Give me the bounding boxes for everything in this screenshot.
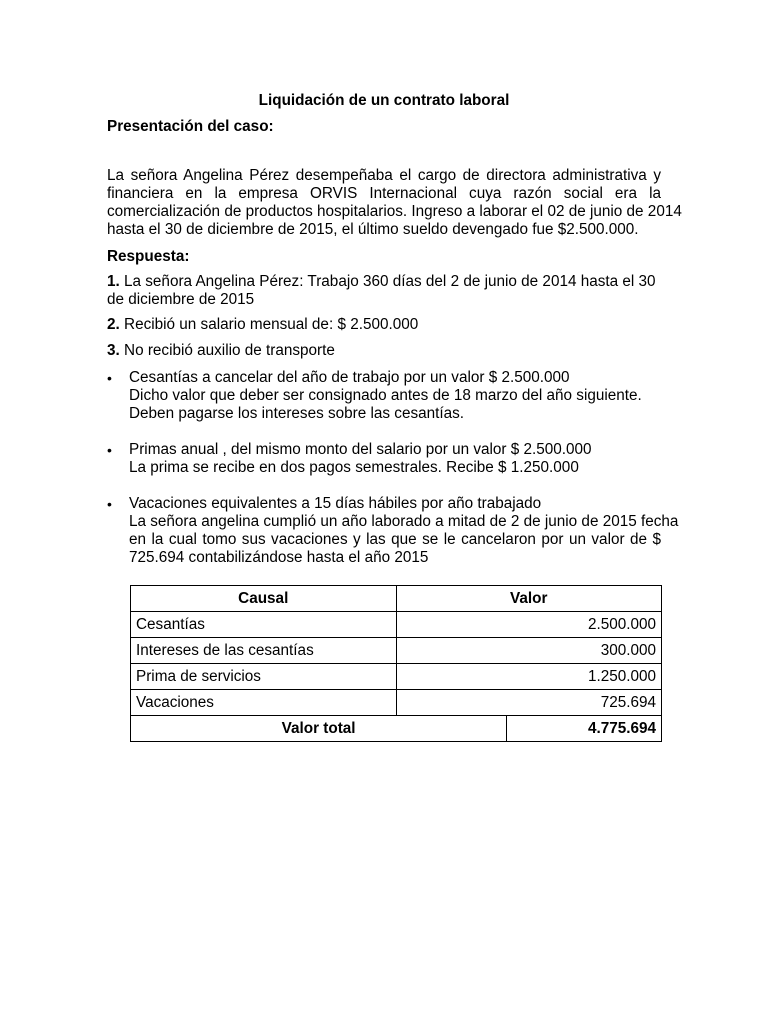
item-text: No recibió auxilio de transporte [124, 342, 335, 359]
table-cell-causal: Intereses de las cesantías [131, 638, 397, 664]
total-value: 4.775.694 [507, 716, 662, 742]
respuesta-heading: Respuesta: [107, 248, 190, 265]
table-cell-causal: Prima de servicios [131, 664, 397, 690]
table-cell-valor: 2.500.000 [396, 612, 662, 638]
numbered-item-2 [107, 316, 661, 334]
table-row [131, 664, 662, 690]
bullet-line: Primas anual , del mismo monto del salario por un valor $ 2.500.000 [129, 441, 592, 458]
table-total-row [131, 716, 662, 742]
item-text: de diciembre de 2015 [107, 291, 255, 308]
table-row [131, 638, 662, 664]
liquidation-table [130, 585, 662, 742]
table-header-valor: Valor [396, 586, 662, 612]
bullet-line: La prima se recibe en dos pagos semestrales. Recibe $ 1.250.000 [129, 459, 579, 476]
intro-line: financiera en la empresa ORVIS Internacional cuya razón social era la [107, 185, 661, 202]
table-row [131, 612, 662, 638]
bullet-line: en la cual tomo sus vacaciones y las que se le cancelaron por un valor de $ [129, 531, 661, 548]
bullet-body [129, 369, 661, 423]
bullet-line: Vacaciones equivalentes a 15 días hábiles por año trabajado [129, 495, 542, 512]
item-text: La señora Angelina Pérez: Trabajo 360 días del 2 de junio de 2014 hasta el 30 [124, 273, 656, 290]
bullet-icon: • [107, 370, 112, 386]
intro-line: La señora Angelina Pérez desempeñaba el cargo de directora administrativa y [107, 167, 661, 184]
table-cell-valor: 300.000 [396, 638, 662, 664]
bullet-line: Deben pagarse los intereses sobre las cesantías. [129, 405, 465, 422]
presentacion-heading: Presentación del caso: [107, 118, 274, 135]
bullet-icon: • [107, 496, 112, 512]
numbered-item-1 [107, 273, 661, 309]
item-number: 1. [107, 273, 120, 290]
table-cell-causal: Vacaciones [131, 690, 397, 716]
document-title: Liquidación de un contrato laboral [258, 92, 510, 109]
bullet-icon: • [107, 442, 112, 458]
numbered-item-3 [107, 342, 661, 360]
bullet-line: La señora angelina cumplió un año laborado a mitad de 2 de junio de 2015 fecha [129, 513, 679, 530]
bullet-line: 725.694 contabilizándose hasta el año 2015 [129, 549, 429, 566]
item-text: Recibió un salario mensual de: $ 2.500.000 [124, 316, 419, 333]
intro-paragraph [107, 167, 682, 239]
table-cell-valor: 725.694 [396, 690, 662, 716]
table-row [131, 690, 662, 716]
intro-line: comercialización de productos hospitalarios. Ingreso a laborar el 02 de junio de 2014 [107, 203, 682, 220]
bullet-line: Cesantías a cancelar del año de trabajo por un valor $ 2.500.000 [129, 369, 570, 386]
bullet-body [129, 495, 679, 567]
table-cell-valor: 1.250.000 [396, 664, 662, 690]
intro-line: hasta el 30 de diciembre de 2015, el último sueldo devengado fue $2.500.000. [107, 221, 639, 238]
total-label: Valor total [131, 716, 507, 742]
bullet-body [129, 441, 661, 477]
item-number: 2. [107, 316, 120, 333]
table-header-causal: Causal [131, 586, 397, 612]
table-cell-causal: Cesantías [131, 612, 397, 638]
bullet-line: Dicho valor que deber ser consignado antes de 18 marzo del año siguiente. [129, 387, 642, 404]
item-number: 3. [107, 342, 120, 359]
table-header-row [131, 586, 662, 612]
